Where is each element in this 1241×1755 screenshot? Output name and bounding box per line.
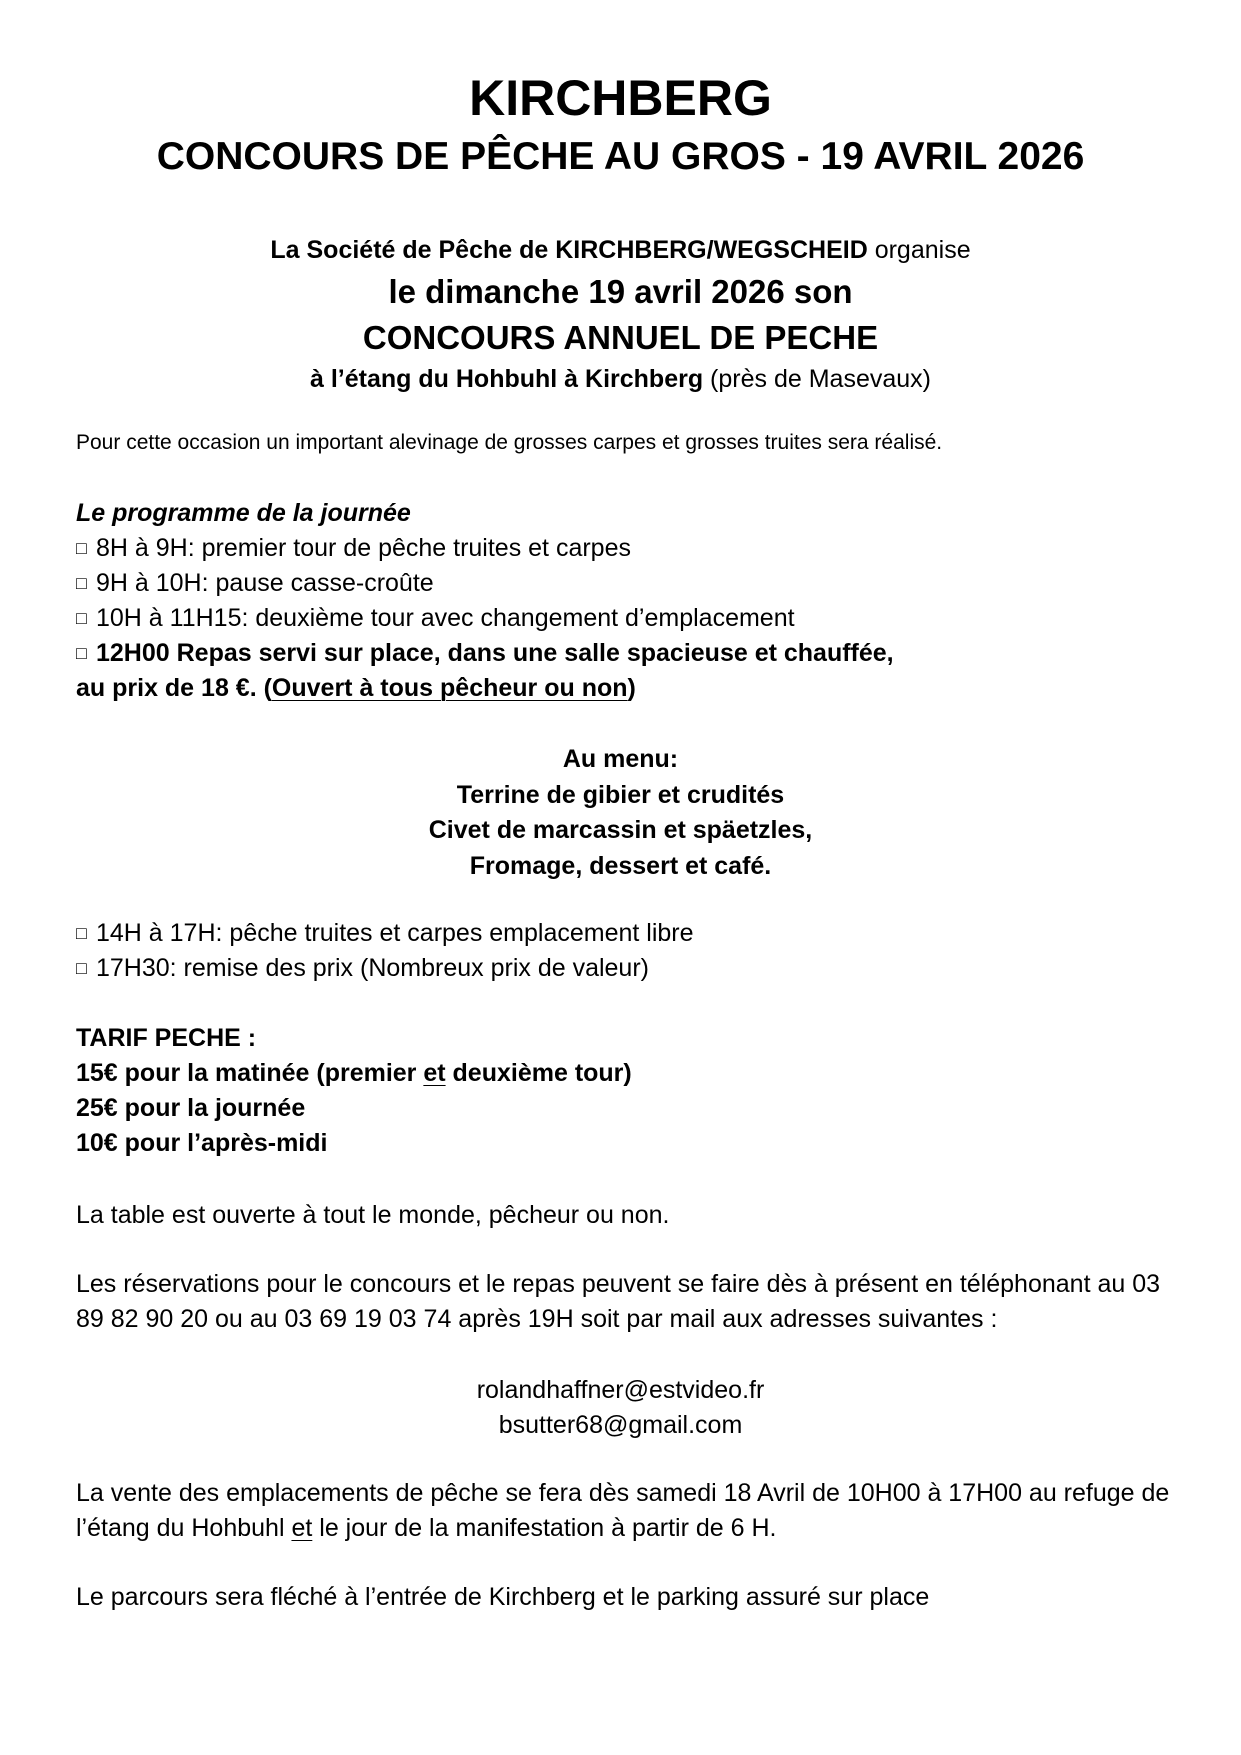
tarif-line: 10€ pour l’après-midi <box>76 1129 328 1157</box>
bullet-icon: □ <box>76 643 87 663</box>
program-item-meal <box>76 636 894 670</box>
email-address[interactable]: rolandhaffner@estvideo.fr <box>476 1376 765 1404</box>
program-title: Le programme de la journée <box>76 499 411 527</box>
tarif-title: TARIF PECHE : <box>76 1024 257 1052</box>
program-item <box>76 601 795 635</box>
organizer-name: La Société de Pêche de KIRCHBERG/WEGSCHEID <box>270 236 868 264</box>
location-detail: (près de Masevaux) <box>703 365 931 393</box>
program-item-text: 9H à 10H: pause casse-croûte <box>96 569 434 597</box>
bullet-icon: □ <box>76 923 87 943</box>
organizer-line <box>0 233 1241 267</box>
sale-text: le jour de la manifestation à partir de 6 H. <box>312 1514 777 1542</box>
organizer-verb: organise <box>867 236 971 264</box>
program-item <box>76 531 631 565</box>
bullet-icon: □ <box>76 538 87 558</box>
event-date: le dimanche 19 avril 2026 son <box>388 273 853 310</box>
contest-name: CONCOURS ANNUEL DE PECHE <box>362 319 879 356</box>
menu-item: Terrine de gibier et crudités <box>456 781 785 809</box>
route-info: Le parcours sera fléché à l’entrée de Kirchberg et le parking assuré sur place <box>76 1583 930 1611</box>
meal-price: au prix de 18 €. ( <box>76 674 272 702</box>
event-location <box>0 362 1241 396</box>
menu-title: Au menu: <box>562 745 679 773</box>
program-item-text: 8H à 9H: premier tour de pêche truites et carpes <box>96 534 631 562</box>
meal-open-note: Ouvert à tous pêcheur ou non <box>271 674 628 702</box>
sale-info <box>76 1476 1176 1546</box>
bullet-icon: □ <box>76 608 87 628</box>
program-item-text: 10H à 11H15: deuxième tour avec changement d’emplacement <box>96 604 795 632</box>
sale-underlined: et <box>291 1514 313 1542</box>
table-info: La table est ouverte à tout le monde, pêcheur ou non. <box>76 1201 670 1229</box>
tarif-text: deuxième tour) <box>445 1059 632 1087</box>
menu-item: Civet de marcassin et späetzles, <box>428 816 813 844</box>
program-item <box>76 916 694 950</box>
email-address[interactable]: bsutter68@gmail.com <box>498 1411 743 1439</box>
program-item <box>76 951 649 985</box>
intro-text: Pour cette occasion un important alevinage de grosses carpes et grosses truites sera réalisé. <box>76 431 943 454</box>
program-item-text: 17H30: remise des prix (Nombreux prix de valeur) <box>96 954 649 982</box>
tarif-text: 15€ pour la matinée (premier <box>76 1059 424 1087</box>
program-item-text: 14H à 17H: pêche truites et carpes emplacement libre <box>96 919 694 947</box>
page-subtitle: CONCOURS DE PÊCHE AU GROS - 19 AVRIL 2026 <box>156 135 1085 178</box>
menu-item: Fromage, dessert et café. <box>469 852 772 880</box>
tarif-line: 25€ pour la journée <box>76 1094 306 1122</box>
location-name: à l’étang du Hohbuhl à Kirchberg <box>310 365 704 393</box>
meal-text: 12H00 Repas servi sur place, dans une salle spacieuse et chauffée, <box>96 639 894 667</box>
page-title: KIRCHBERG <box>469 70 772 126</box>
bullet-icon: □ <box>76 573 87 593</box>
sale-text: La vente des emplacements de pêche se fera dès samedi 18 Avril de 10H00 à 17H00 au refuge de l’étang du Hohbuhl <box>76 1479 1170 1542</box>
tarif-underlined: et <box>423 1059 446 1087</box>
reservation-info: Les réservations pour le concours et le repas peuvent se faire dès à présent en téléphonant au 03 89 82 90 20 ou au 03 69 19 03 74 après 19H soit par mail aux adresses suivantes : <box>76 1270 1161 1333</box>
tarif-line <box>76 1056 632 1090</box>
program-item <box>76 566 434 600</box>
meal-paren: ) <box>627 674 636 702</box>
meal-price-line <box>76 671 636 705</box>
bullet-icon: □ <box>76 958 87 978</box>
